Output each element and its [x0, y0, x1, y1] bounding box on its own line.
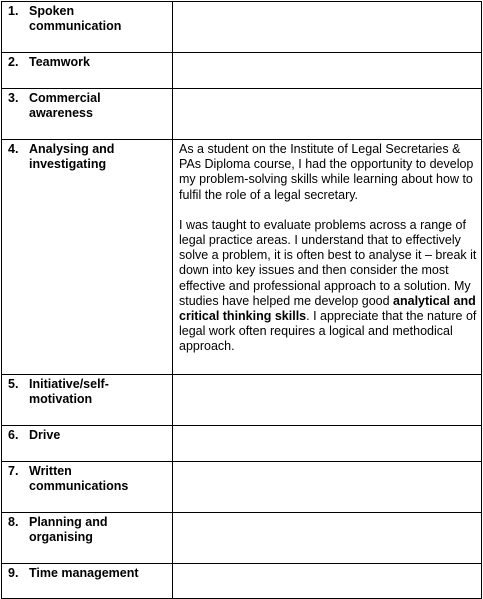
paragraph-text: I was taught to evaluate problems across a range of legal practice areas. I understand that to effectively solve a problem, it is often best to analyse it – break it down into key issues and then consider the most effective and professional approach to a solution. My studies have helped me develop good	[179, 217, 477, 308]
skill-label-cell	[2, 462, 173, 513]
skill-row-commercial-awareness	[2, 89, 482, 140]
skill-label-cell	[2, 53, 173, 89]
skill-label: Time management	[29, 566, 139, 580]
analysing-paragraph-1: As a student on the Institute of Legal Secretaries & PAs Diploma course, I had the opportunity to develop my problem-solving skills while learning about how to fulfil the role of a legal secretary.	[179, 142, 474, 202]
skill-label: Teamwork	[29, 55, 90, 69]
skill-label-cell	[2, 89, 173, 140]
skill-row-time-management	[2, 564, 482, 599]
skill-number: 9.	[8, 566, 19, 580]
skill-content-cell	[173, 89, 482, 140]
skill-content-cell	[173, 513, 482, 564]
skill-row-spoken-communication	[2, 2, 482, 53]
skill-number: 7.	[8, 464, 19, 478]
skill-content-cell	[173, 140, 482, 375]
skill-label-cell	[2, 564, 173, 599]
skill-label-cell	[2, 426, 173, 462]
skill-label-cell	[2, 2, 173, 53]
skill-content-cell	[173, 375, 482, 426]
skill-label: Drive	[29, 428, 61, 442]
skill-number: 8.	[8, 515, 19, 529]
skill-number: 4.	[8, 142, 19, 156]
skill-content-cell	[173, 426, 482, 462]
skill-content-cell	[173, 462, 482, 513]
skill-row-drive	[2, 426, 482, 462]
skill-label: Commercial awareness	[29, 91, 101, 121]
skill-row-analysing-and-investigating	[2, 140, 482, 375]
skill-label-cell	[2, 513, 173, 564]
skill-label-cell	[2, 375, 173, 426]
skill-number: 1.	[8, 4, 19, 18]
skill-label: Planning and organising	[29, 515, 108, 545]
skill-content-cell	[173, 564, 482, 599]
skill-row-teamwork	[2, 53, 482, 89]
skills-table	[1, 1, 482, 599]
skill-label-cell	[2, 140, 173, 375]
skill-row-initiative-self-motivation	[2, 375, 482, 426]
skill-number: 6.	[8, 428, 19, 442]
skill-content-cell	[173, 53, 482, 89]
skill-row-written-communications	[2, 462, 482, 513]
skill-label: Written communications	[29, 464, 129, 494]
skill-number: 3.	[8, 91, 19, 105]
skill-number: 5.	[8, 377, 19, 391]
analysing-paragraph-2	[179, 218, 477, 355]
skill-label: Initiative/self-motivation	[29, 377, 109, 407]
skill-label: Spoken communication	[29, 4, 122, 34]
skill-label: Analysing and investigating	[29, 142, 115, 172]
skill-number: 2.	[8, 55, 19, 69]
skill-row-planning-and-organising	[2, 513, 482, 564]
skill-content-cell	[173, 2, 482, 53]
bold-phrase: analytical and critical thinking skills	[179, 293, 476, 324]
paragraph-text: . I appreciate that the nature of legal work often requires a logical and methodical approach.	[179, 309, 477, 354]
